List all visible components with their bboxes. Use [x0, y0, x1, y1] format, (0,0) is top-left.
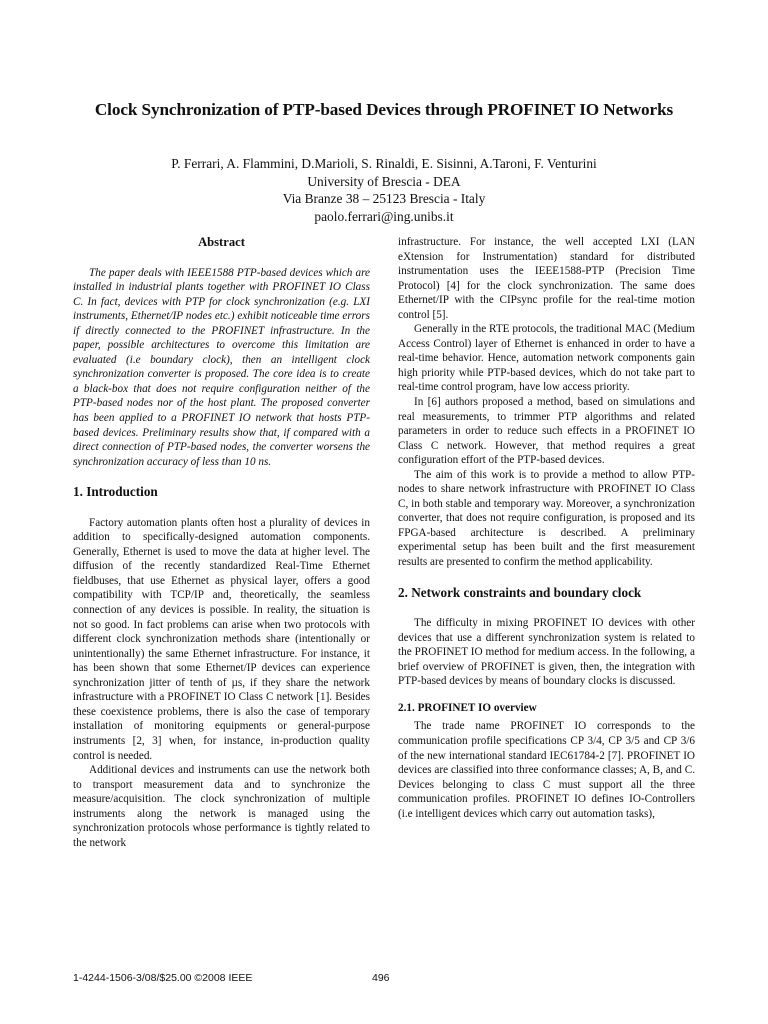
intro-paragraph-4: Generally in the RTE protocols, the traditional MAC (Medium Access Control) layer of Ethernet is enhanced in order to have a real-time behavior. Hence, automation network components gain high priority while PTP-based devices, which do not take part to real-time control program, have low access priority.	[398, 323, 695, 394]
intro-paragraph-1: Factory automation plants often host a plurality of devices in addition to specifically-designed automation components. Generally, Ethernet is used to move the data at higher level. The diffusion of the recently standardized Real-Time Ethernet fieldbuses, that use Ethernet as physical layer, offers a good compatibility with TCP/IP and, theoretically, the seamless connection of any devices is possible. In reality, the situation is not so good. In fact problems can arise when two protocols with different clock synchronization methods share (intentionally or unintentionally) the same Ethernet infrastructure. For instance, it has been shown that some Ethernet/IP devices can experience synchronization jitter of tenth of µs, if they share the network infrastructure with a PROFINET IO Class C network [1]. Besides these coexistence problems, there is also the case of temporary installation of monitoring equipments or general-purpose instruments [2, 3] when, for instance, in-production quality control is needed.	[73, 516, 370, 762]
copyright-footer: 1-4244-1506-3/08/$25.00 ©2008 IEEE	[73, 972, 253, 984]
left-column	[73, 235, 370, 850]
right-column	[398, 235, 695, 821]
section-heading-introduction: 1. Introduction	[73, 484, 158, 500]
author-list: P. Ferrari, A. Flammini, D.Marioli, S. Rinaldi, E. Sisinni, A.Taroni, F. Venturini	[171, 156, 597, 171]
intro-paragraph-2: Additional devices and instruments can use the network both to transport measurement data and to synchronize the measure/acquisition. The clock synchronization of multiple instruments along the network is managed using the synchronization protocols whose performance is tightly related to the network	[73, 764, 370, 849]
address: Via Branze 38 – 25123 Brescia - Italy	[282, 191, 486, 206]
affiliation: University of Brescia - DEA	[307, 173, 461, 189]
email[interactable]: paolo.ferrari@ing.unibs.it	[314, 208, 454, 224]
intro-paragraph-5: In [6] authors proposed a method, based on simulations and real measurements, to trimmer PTP algorithms and related parameters in order to reduce such effects in a PROFINET IO Class C network. However, that method requires a great configuration effort of the PTP-based devices.	[398, 396, 695, 467]
section2-paragraph-1: The difficulty in mixing PROFINET IO devices with other devices that use a different synchronization system is related to the PROFINET IO method for medium access. In the following, a brief overview of PROFINET is given, then, the integration with PTP-based devices by means of boundary clocks is discussed.	[398, 617, 695, 688]
section2-paragraph-2: The trade name PROFINET IO corresponds to the communication profile specifications CP 3/4, CP 3/5 and CP 3/6 of the new international standard IEC61784-2 [7]. PROFINET IO devices are classified into three conformance classes; A, B, and C. Devices belonging to class C must support all the three communication profiles. PROFINET IO defines IO-Controllers (i.e intelligent devices which carry out automation tasks),	[398, 720, 695, 820]
paper-title: Clock Synchronization of PTP-based Devices through PROFINET IO Networks	[94, 100, 674, 119]
section-heading-network-constraints: 2. Network constraints and boundary clock	[398, 584, 642, 600]
intro-paragraph-6: The aim of this work is to provide a method to allow PTP-nodes to share network infrastructure with PROFINET IO Class C, in both stable and temporary way. Moreover, a synchronization converter, that does not require configuration, is proposed and its FPGA-based architecture is described. A preliminary experimental setup has been built and the first measurement results are presented to confirm the method applicability.	[398, 468, 695, 569]
author-block	[40, 155, 728, 225]
page-number: 496	[372, 972, 390, 984]
abstract-heading: Abstract	[198, 235, 245, 249]
subsection-heading-profinet-overview: 2.1. PROFINET IO overview	[398, 701, 537, 714]
intro-paragraph-3: infrastructure. For instance, the well accepted LXI (LAN eXtension for Instrumentation) standard for distributed instrumentation uses the IEEE1588-PTP (Precision Time Protocol) [4] for the clock synchronization. The same does Ethernet/IP with the CIPsync profile for the real-time motion control [5].	[398, 236, 695, 321]
abstract-text: The paper deals with IEEE1588 PTP-based devices which are installed in industrial plants together with PROFINET IO Class C. In fact, devices with PTP for clock synchronization (e.g. LXI instruments, Ethernet/IP nodes etc.) exhibit noticeable time errors if directly connected to the PROFINET infrastructure. In the paper, possible architectures to overcome this limitation are evaluated (i.e boundary clock), then an intelligent clock synchronization converter is proposed. The core idea is to create a black-box that does not require configuration neither of the PTP-based nodes nor of the host plant. The proposed converter has been applied to a PROFINET IO network that hosts PTP-based devices. Preliminary results show that, if compared with a direct connection of PTP-based nodes, the converter worsens the synchronization accuracy of less than 10 ns.	[73, 266, 370, 468]
